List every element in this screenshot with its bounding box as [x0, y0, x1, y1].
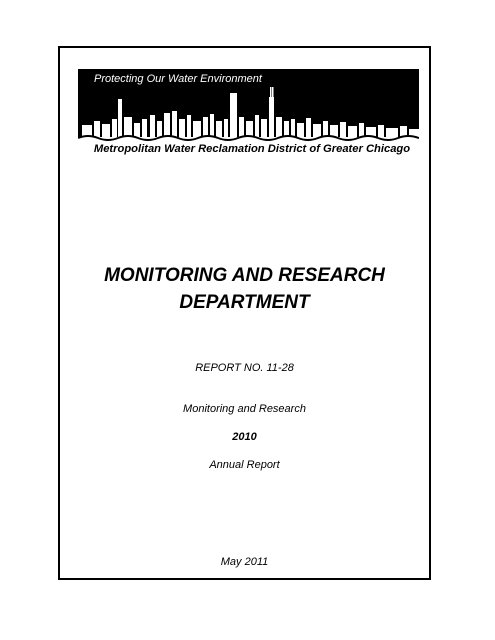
- report-type: Annual Report: [209, 459, 280, 471]
- department-title-line2: DEPARTMENT: [179, 292, 310, 313]
- water-wave-icon: [78, 134, 419, 142]
- header-banner: [78, 69, 419, 137]
- report-subtitle: Monitoring and Research: [183, 403, 306, 415]
- report-date: May 2011: [220, 556, 269, 568]
- department-title-line1: MONITORING AND RESEARCH: [104, 265, 385, 286]
- department-title: [58, 262, 431, 316]
- report-number: REPORT NO. 11-28: [195, 362, 294, 374]
- banner-tagline: Protecting Our Water Environment: [94, 73, 262, 85]
- report-year: 2010: [232, 431, 257, 443]
- organization-name: Metropolitan Water Reclamation District of Greater Chicago: [93, 143, 411, 155]
